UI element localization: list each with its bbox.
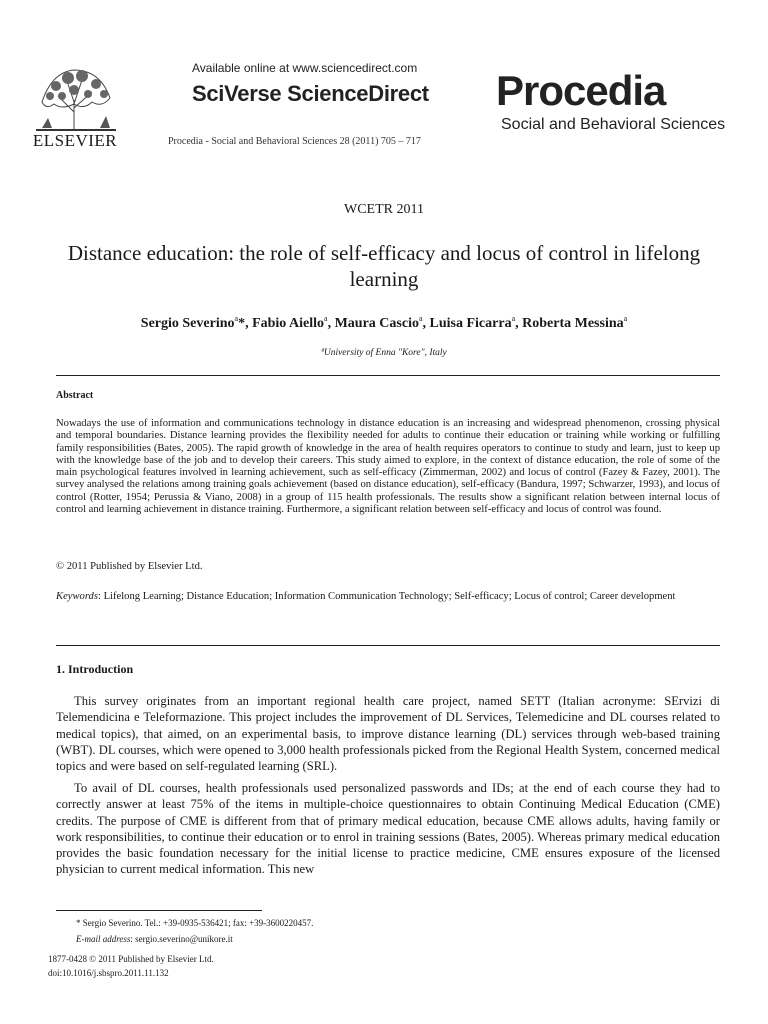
footnote-email xyxy=(76,934,233,944)
paragraph: This survey originates from an important regional health care project, named SETT (Italian acronyme: SErvizi di Telemendicina e Teleformazione. This project includes the improvement of DL Services, Telemedicine and DL courses related to medical topics), that aimed, on an experimental basis, to improve distance learning (DL) services through web-based training (WBT). DL courses, which were opened to 3,000 health professionals picked from the Regional Health System, concerned medical topics and were based on self-regulated learning (SRL). xyxy=(56,694,720,774)
abstract-text: Nowadays the use of information and communications technology in distance education is an increasing and widespread phenomenon, crossing physical and temporal boundaries. Distance learning provides the flexibility needed for adults to continue their education or training while working or fulfilling family responsibilities (Bates, 2005). The rapid growth of knowledge in the area of health requires operators to continue to study and learn, just to keep up with the knowledge base of the job and to develop their careers. This study aimed to explore, in the context of distance education, the role of some of the main psychological features involved in learning achievement, such as self-efficacy (Zimmerman, 2002) and locus of control (Fazey & Fazey, 2001). The survey analysed the relations among training goals achievement (based on distance education), self-efficacy (Bandura, 1997; Schwarzer, 1993), and locus of control (Rotter, 1954; Perussia & Viano, 2008) in a group of 115 health professionals. The results show a significant relation between internal locus of control and learning achievement in distance training. Furthermore, a significant relation between self-efficacy and locus of control was found. xyxy=(56,418,720,516)
footnote-contact: * Sergio Severino. Tel.: +39-0935-536421; fax: +39-3600220457. xyxy=(76,918,314,928)
issn-line: 1877-0428 © 2011 Published by Elsevier Ltd. xyxy=(48,954,214,964)
article-title: Distance education: the role of self-efficacy and locus of control in lifelong learning xyxy=(67,241,701,291)
author: Maura Cascio$^a$, xyxy=(334,314,430,331)
abstract-copyright: © 2011 Published by Elsevier Ltd. xyxy=(56,561,203,572)
section-heading: 1. Introduction xyxy=(56,662,134,676)
divider xyxy=(56,375,720,376)
paragraph: To avail of DL courses, health professionals used personalized passwords and IDs; at the end of each course they had to correctly answer at least 75% of the items in multiple-choice questionnaires to obtain Continuing Medical Education (CME) credits. The purpose of CME is different from that of primary medical education, because CME allows adults, having family or work responsibilities, to continue their education or to enrol in training sessions (Bates, 2005). Whereas primary medical education provides the basic foundation necessary for the initial license to practice medicine, CME ensures exposure of the licensed physician to current medical information. This new xyxy=(56,781,720,877)
journal-reference: Procedia - Social and Behavioral Sciences 28 (2011) 705 – 717 xyxy=(168,136,421,147)
email-address[interactable]: : sergio.severino@unikore.it xyxy=(130,934,233,944)
author: Sergio Severino$^a$*, xyxy=(140,314,253,331)
author: Luisa Ficarra$^a$, xyxy=(429,314,523,331)
keywords-label: Keywords xyxy=(56,591,98,602)
journal-brand: Procedia xyxy=(496,67,666,114)
keywords xyxy=(56,590,720,604)
footnote-divider xyxy=(56,910,262,911)
conference-name: WCETR 2011 xyxy=(344,202,424,217)
available-online-text: Available online at www.sciencedirect.com xyxy=(192,61,418,75)
author: Roberta Messina$^a$ xyxy=(522,314,628,331)
affiliation: ªUniversity of Enna "Kore", Italy xyxy=(321,348,447,358)
author-list xyxy=(40,314,728,332)
platform-name: SciVerse ScienceDirect xyxy=(192,81,429,106)
doi-link[interactable]: doi:10.1016/j.sbspro.2011.11.132 xyxy=(48,968,169,978)
author: Fabio Aiello$^a$, xyxy=(252,314,335,331)
publisher-name: ELSEVIER xyxy=(32,131,118,150)
journal-brand-subtitle: Social and Behavioral Sciences xyxy=(501,116,726,133)
keywords-list: : Lifelong Learning; Distance Education; Information Communication Technology; Self-efficacy; Locus of control; Career development xyxy=(97,591,676,602)
divider xyxy=(56,645,720,646)
abstract-heading: Abstract xyxy=(56,390,94,401)
email-label: E-mail address xyxy=(76,934,131,944)
